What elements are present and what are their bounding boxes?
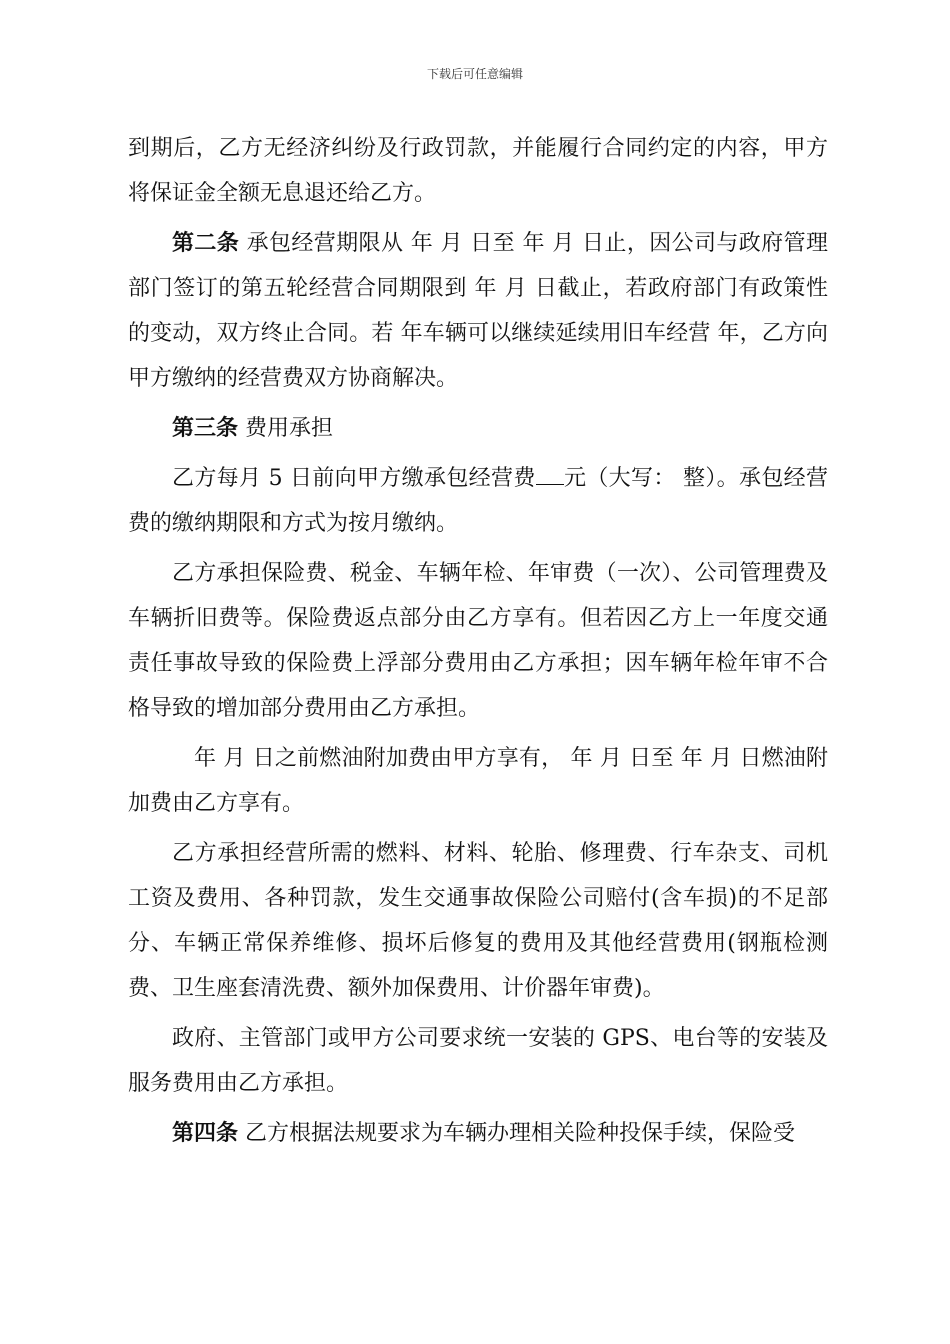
page-header: 下载后可任意编辑: [426, 67, 523, 81]
monthly-fee-text-before: 乙方每月 5 日前向甲方缴承包经营费: [172, 466, 536, 491]
article-2-text: 承包经营期限从 年 月 日至 年 月 日止，因公司与政府管理部门签订的第五轮经营合同期限到 年 月 日截止，若政府部门有政策性的变动，双方终止合同。若 年车辆可以继续延续用旧车经营 年，乙方向甲方缴纳的经营费双方协商解决。: [128, 231, 828, 391]
article-2-heading: 第二条: [172, 230, 240, 256]
paragraph-gps-installation: 政府、主管部门或甲方公司要求统一安装的 GPS、电台等的安装及服务费用由乙方承担。: [128, 1026, 828, 1096]
paragraph-insurance-costs: 乙方承担保险费、税金、车辆年检、年审费（一次）、公司管理费及车辆折旧费等。保险费返点部分由乙方享有。但若因乙方上一年度交通责任事故导致的保险费上浮部分费用由乙方承担；因车辆年检年审不合格导致的增加部分费用由乙方承担。: [128, 561, 828, 721]
paragraph-article-2: [128, 221, 828, 401]
fee-amount-blank: [536, 464, 564, 485]
article-4-heading: 第四条: [172, 1120, 239, 1146]
paragraph-article-3: [128, 406, 828, 451]
paragraph-article-4: [128, 1111, 828, 1156]
article-4-text: 乙方根据法规要求为车辆办理相关险种投保手续，保险受: [238, 1121, 796, 1146]
paragraph-operating-costs: 乙方承担经营所需的燃料、材料、轮胎、修理费、行车杂支、司机工资及费用、各种罚款，发生交通事故保险公司赔付(含车损)的不足部分、车辆正常保养维修、损坏后修复的费用及其他经营费用(钢瓶检测费、卫生座套清洗费、额外加保费用、计价器年审费)。: [128, 841, 828, 1001]
article-3-heading: 第三条: [172, 415, 239, 441]
article-3-text: 费用承担: [238, 416, 334, 441]
paragraph-monthly-fee: [128, 456, 828, 546]
paragraph-deposit-refund: 到期后，乙方无经济纠纷及行政罚款，并能履行合同约定的内容，甲方将保证金全额无息退还给乙方。: [128, 136, 828, 206]
document-body: [128, 126, 828, 1161]
paragraph-fuel-surcharge: 年 月 日之前燃油附加费由甲方享有， 年 月 日至 年 月 日燃油附加费由乙方享有。: [128, 746, 828, 816]
monthly-fee-text-after: 元（大写： 整）。承包经营费的缴纳期限和方式为按月缴纳。: [128, 466, 828, 536]
